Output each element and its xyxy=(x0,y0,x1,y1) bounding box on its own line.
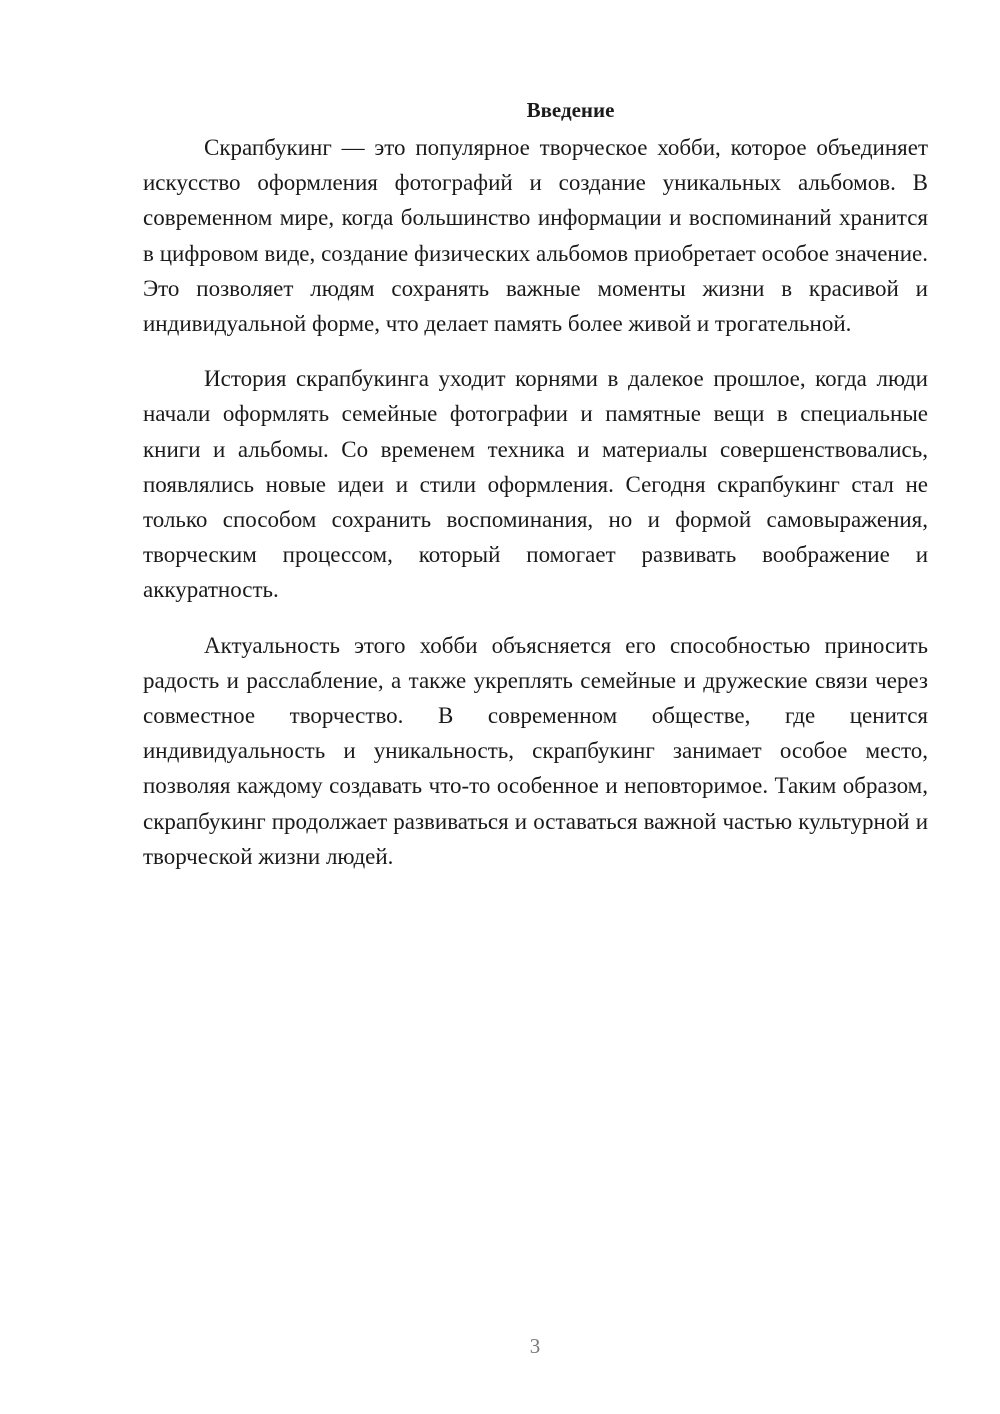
page-content xyxy=(143,94,928,894)
paragraph-2: История скрапбукинга уходит корнями в далекое прошлое, когда люди начали оформлять семейные фотографии и памятные вещи в специальные книги и альбомы. Со временем техника и материалы совершенствовались, появлялись новые идеи и стили оформления. Сегодня скрапбукинг стал не только способом сохранить воспоминания, но и формой самовыражения, творческим процессом, который помогает развивать воображение и аккуратность. xyxy=(143,366,928,603)
page-number: 3 xyxy=(529,1334,541,1358)
section-heading: Введение xyxy=(526,98,615,122)
paragraph-3: Актуальность этого хобби объясняется его способностью приносить радость и расслабление, а также укреплять семейные и дружеские связи через совместное творчество. В современном обществе, где ценится индивидуальность и уникальность, скрапбукинг занимает особое место, позволяя каждому создавать что-то особенное и неповторимое. Таким образом, скрапбукинг продолжает развиваться и оставаться важной частью культурной и творческой жизни людей. xyxy=(143,632,928,869)
paragraph-1: Скрапбукинг — это популярное творческое хобби, которое объединяет искусство оформления фотографий и создание уникальных альбомов. В современном мире, когда большинство информации и воспоминаний хранится в цифровом виде, создание физических альбомов приобретает особое значение. Это позволяет людям сохранять важные моменты жизни в красивой и индивидуальной форме, что делает память более живой и трогательной. xyxy=(143,135,928,337)
